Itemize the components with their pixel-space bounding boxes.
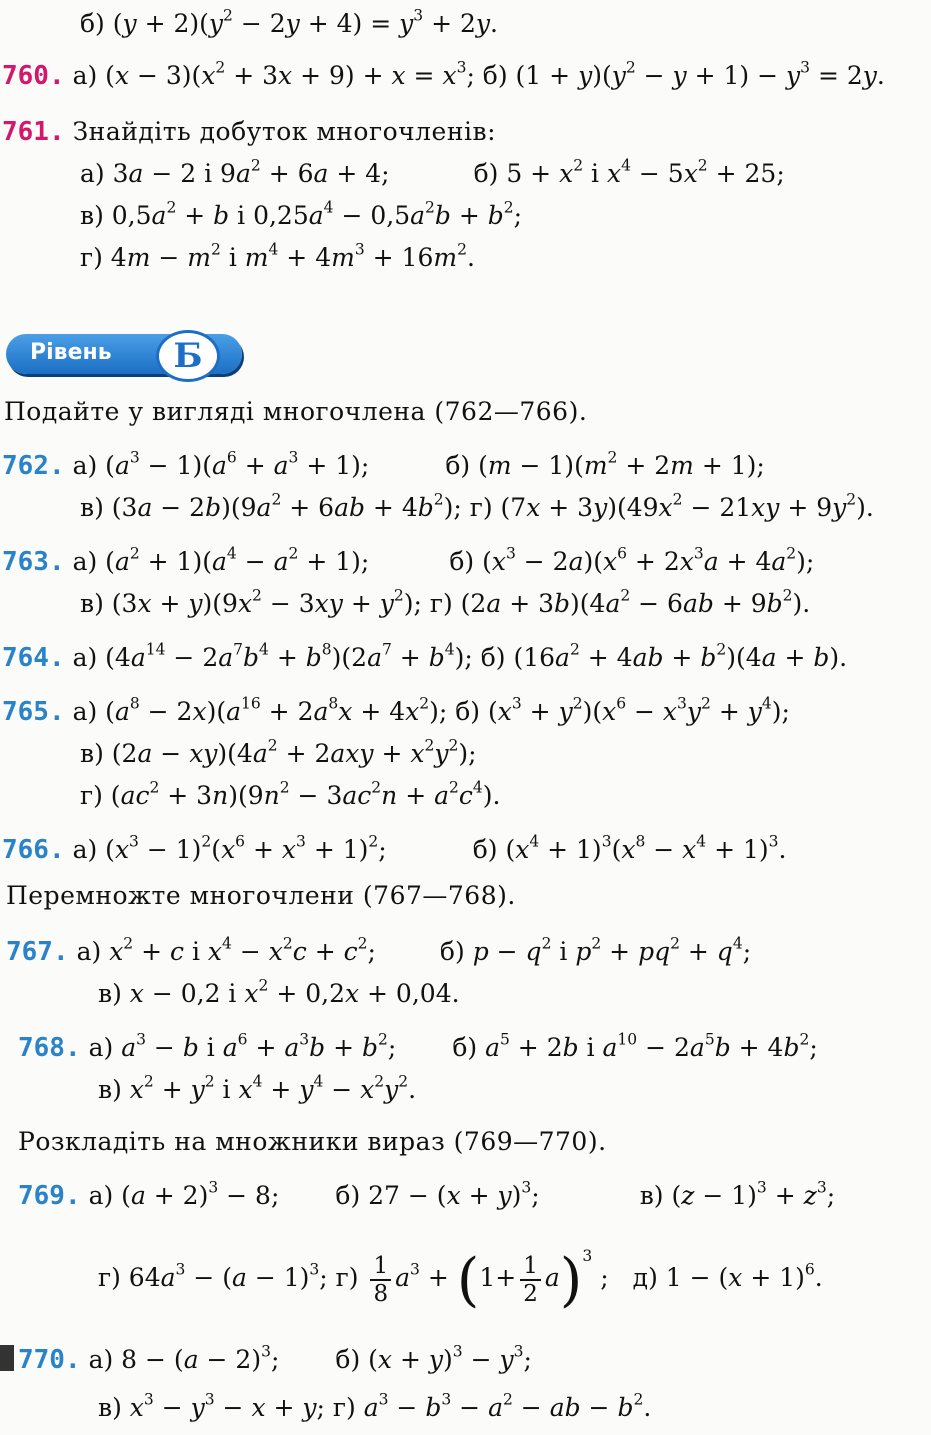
fraction-denominator: 2 xyxy=(523,1280,538,1307)
exercise-768-ab: 768. а) $a^3 - b$ і $a^6 + a^3b + b^2$; б) $a^5 + 2b$ і $a^{10} - 2a^5b + 4b^2$; xyxy=(18,1030,818,1063)
exercise-770-ab: 770. а) $8 - (a - 2)^3$; б) $(x + y)^3 - y^3$; xyxy=(18,1342,532,1375)
exercise-765-v: в) $(2a - xy)(4a^2 + 2axy + x^2y^2)$; xyxy=(80,736,477,768)
exercise-763-vg: в) $(3x + y)(9x^2 - 3xy + y^2)$; г) $(2a + 3b)(4a^2 - 6ab + 9b^2)$. xyxy=(80,586,811,618)
exercise-767-v: в) x − 0,2 і $x^2 + 0,2x + 0,04$. xyxy=(98,976,460,1008)
exercise-heading: Знайдіть добуток многочленів: xyxy=(72,117,496,146)
section-intro-762-766: Подайте у вигляді многочлена (762—766). xyxy=(4,397,588,426)
section-intro-769-770: Розкладіть на множники вираз (769—770). xyxy=(18,1127,607,1156)
exercise-number: 762. xyxy=(2,451,65,481)
exercise-761-title xyxy=(2,116,496,148)
exercise-number: 761. xyxy=(2,117,65,147)
level-badge-label: Рівень xyxy=(30,340,112,365)
exercise-762-ab: 762. а) $(a^3 - 1)(a^6 + a^3 + 1)$; б) $(m - 1)(m^2 + 2m + 1)$; xyxy=(2,448,765,481)
exercise-765-ab: 765. а) $(a^8 - 2x)(a^{16} + 2a^8x + 4x^2)$; б) $(x^3 + y^2)(x^6 - x^3y^2 + y^4)$; xyxy=(2,694,790,727)
exercise-number: 767. xyxy=(6,937,69,967)
exercise-number: 766. xyxy=(2,835,65,865)
level-badge-letter: Б xyxy=(156,330,220,382)
exercise-769-abv: 769. а) $(a + 2)^3 - 8$; б) $27 - (x + y)^3$; в) $(z - 1)^3 + z^3$; xyxy=(18,1178,836,1211)
section-intro-767-768: Перемножте многочлени (767—768). xyxy=(6,881,516,910)
exercise-number: 760. xyxy=(2,61,65,91)
level-badge xyxy=(6,330,246,378)
fraction-numerator: 1 xyxy=(370,1253,391,1281)
exercise-764: 764. а) $(4a^{14} - 2a^7b^4 + b^8)(2a^7 + b^4)$; б) $(16a^2 + 4ab + b^2)(4a + b)$. xyxy=(2,640,848,673)
exercise-766: 766. а) $(x^3 - 1)^2(x^6 + x^3 + 1)^2$; б) $(x^4 + 1)^3(x^8 - x^4 + 1)^3$. xyxy=(2,832,787,865)
fraction-one-half xyxy=(520,1253,541,1307)
exercise-number: 769. xyxy=(18,1181,81,1211)
exercise-765-g: г) $(ac^2 + 3n)(9n^2 - 3ac^2n + a^2c^4)$. xyxy=(80,778,501,810)
exercise-number: 768. xyxy=(18,1033,81,1063)
big-paren-right: ) xyxy=(559,1245,583,1314)
exercise-761-ab: а) 3a − 2 і $9a^2 + 6a + 4$; б) $5 + x^2$ і $x^4 - 5x^2 + 25$; xyxy=(80,156,785,188)
exercise-number: 764. xyxy=(2,643,65,673)
fraction-denominator: 8 xyxy=(373,1280,389,1307)
fraction-one-eighth xyxy=(370,1253,391,1307)
home-task-icon xyxy=(0,1345,14,1371)
exercise-761-g: г) $4m - m^2$ і $m^4 + 4m^3 + 16m^2$. xyxy=(80,240,475,272)
exercise-767-ab: 767. а) $x^2 + c$ і $x^4 - x^2c + c^2$; б) $p - q^2$ і $p^2 + pq^2 + q^4$; xyxy=(6,934,752,967)
exercise-763-ab: 763. а) $(a^2 + 1)(a^4 - a^2 + 1)$; б) $(x^3 - 2a)(x^6 + 2x^3a + 4a^2)$; xyxy=(2,544,815,577)
exercise-770-vg: в) $x^3 - y^3 - x + y$; г) $a^3 - b^3 - a^2$ − ab − $b^2$. xyxy=(98,1390,652,1422)
exercise-769-gd: г) $64a^3 - (a - 1)^3$; г) $\frac{1}{8}$ $a^3 + (1+$ $\frac{1}{2}$ a)$^3$ ; д) $1 - (x + 1)^6$. xyxy=(98,1245,823,1314)
exercise-760: 760. а) $(x - 3)(x^2 + 3x + 9) + x = x^3$; б) $(1 + y)(y^2 - y + 1) - y^3 = 2y$. xyxy=(2,58,885,91)
exercise-759b: б) $(y + 2)(y^2 - 2y + 4) = y^3 + 2y$. xyxy=(80,6,498,38)
exercise-761-v: в) $0,5a^2 + b$ і $0,25a^4 - 0,5a^2b + b^2$; xyxy=(80,198,523,230)
exercise-762-vg: в) $(3a - 2b)(9a^2 + 6ab + 4b^2)$; г) $(7x + 3y)(49x^2 - 21xy + 9y^2)$. xyxy=(80,490,874,522)
exercise-number: 765. xyxy=(2,697,65,727)
exercise-number: 763. xyxy=(2,547,65,577)
big-paren-left: ( xyxy=(456,1245,480,1314)
exercise-number: 770. xyxy=(18,1345,81,1375)
exercise-768-v: в) $x^2 + y^2$ і $x^4 + y^4 - x^2y^2$. xyxy=(98,1072,417,1104)
fraction-numerator: 1 xyxy=(520,1253,541,1281)
